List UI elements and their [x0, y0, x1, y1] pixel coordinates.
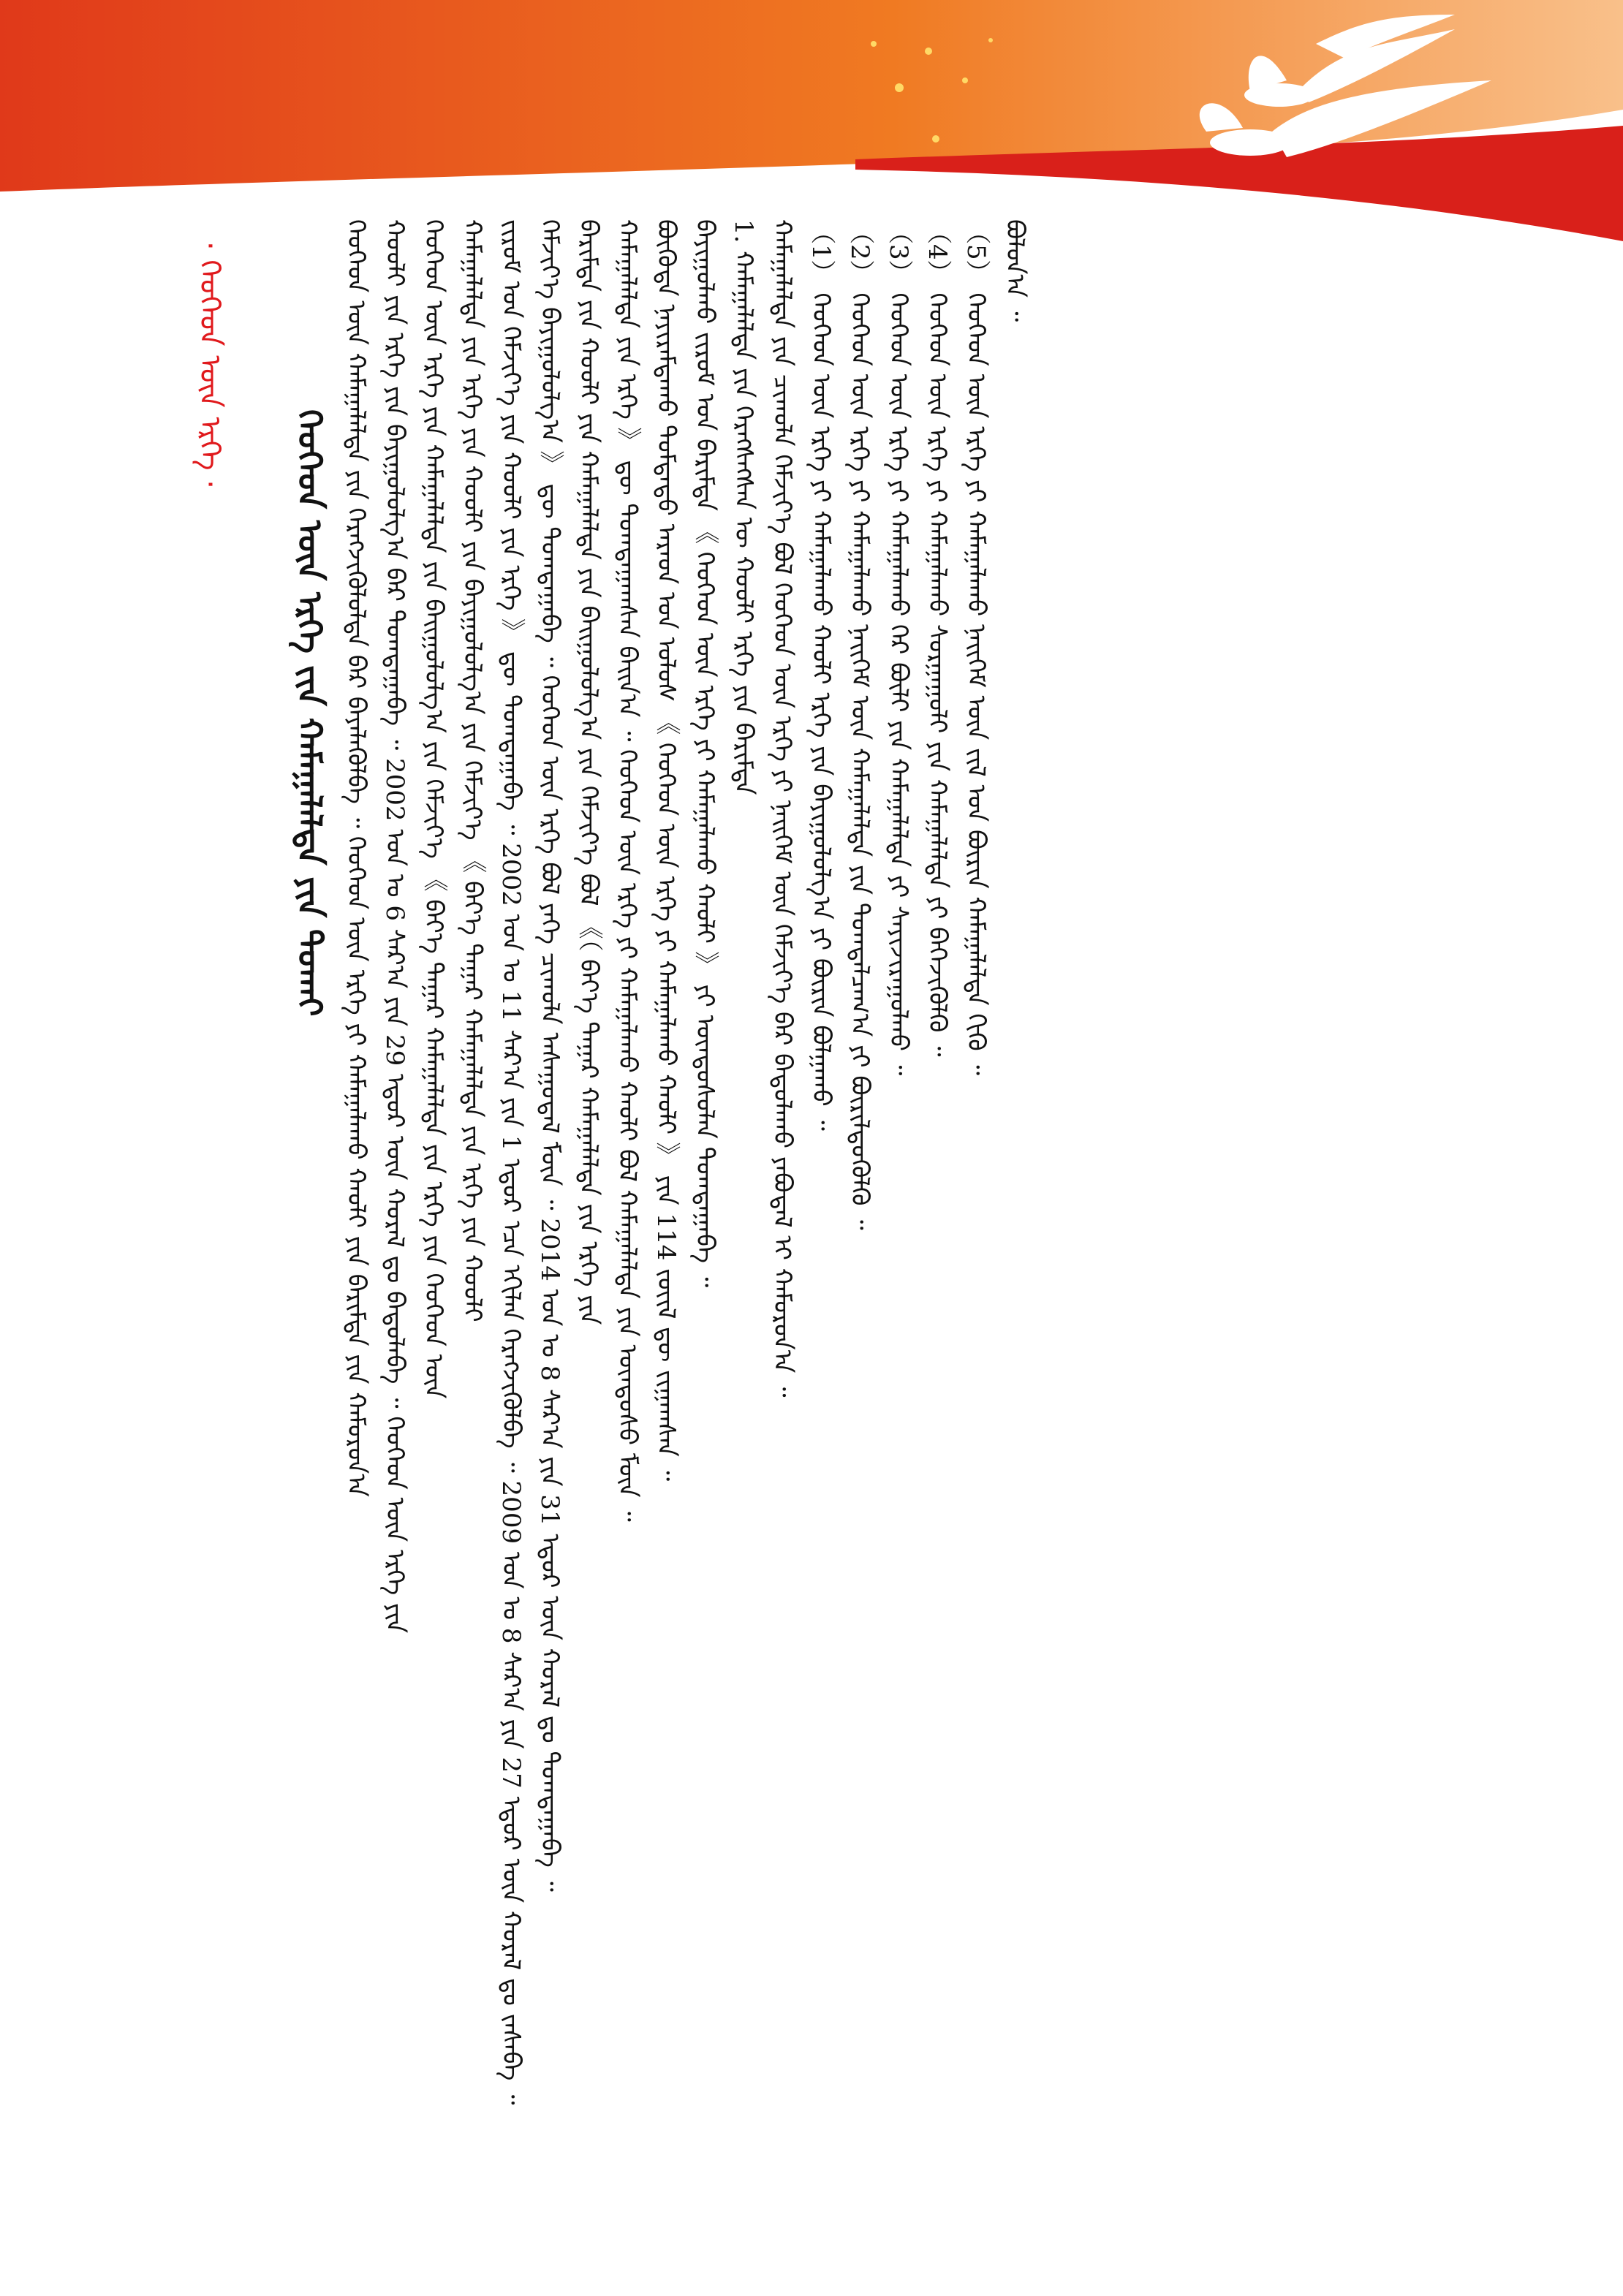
text-column: ᠬᠡᠦᠬᠡᠳ ᠦᠨ ᠬᠠᠮᠠᠭᠠᠯᠠᠯᠲᠠ ᠶᠢᠨ ᠬᠡᠷᠡᠭᠵᠢᠭᠦᠯᠦᠯᠲᠡ ᠪᠠᠷ ᠪᠡᠶᠡᠯᠡᠭᠦᠯᠪᠡ ᠃ ᠬᠡᠦᠬᠡᠳ ᠦᠨ ᠡᠷᠬᠡ ᠶᠢ ᠬᠠᠮᠠᠭᠠᠯᠠᠬᠤ ᠬᠠᠤᠯᠢ ᠶᠢᠨ ᠪᠠᠷᠢᠮᠲᠠ ᠶᠢᠨ ᠬᠠᠮᠤᠷᠤᠨ᠎ᠠ — [341, 219, 371, 1497]
text-column: ᠬᠤᠤᠯᠢ ᠶᠢᠨ ᠡᠷᠬᠡ ᠶᠢᠨ ᠪᠠᠶᠢᠭᠤᠯᠤᠯᠭ᠎ᠠ ᠪᠠᠷ ᠲᠣᠭᠲᠠᠭᠠᠪᠠ ᠃ 2002 ᠣᠨ ᠤ 6 ᠰᠠᠷ᠎ᠠ ᠶᠢᠨ 29 ᠡᠳᠦᠷ ᠦᠨ ᠬᠤᠷᠠᠯ ᠳᠤ ᠪᠠᠲᠤᠯᠠᠪᠠ ᠃ ᠬᠡᠦᠬᠡᠳ ᠦᠨ ᠡᠷᠬᠡ ᠶᠢᠨ — [380, 219, 409, 1634]
list-item: （3） ᠬᠡᠦᠬᠡᠳ ᠦᠨ ᠡᠷᠬᠡ ᠶᠢ ᠬᠠᠮᠠᠭᠠᠯᠠᠬᠤ ᠭᠡᠷ ᠪᠦᠯᠢ ᠶᠢᠨ ᠬᠠᠮᠠᠭᠠᠯᠠᠯᠲᠠ ᠶᠢ ᠰᠠᠶᠢᠵᠢᠷᠠᠭᠤᠯᠬᠤ ᠃ — [884, 219, 913, 1076]
text-column: ᠵᠢᠷᠤᠮ ᠤᠨ ᠬᠡᠮᠵᠢᠶ᠎ᠡ ᠶᠢᠨ ᠬᠤᠤᠯᠢ ᠶᠢᠨ ᠡᠷᠬᠡ 》 ᠳᠦ ᠲᠣᠭᠲᠠᠭᠠᠪᠠ ᠃ 2002 ᠣᠨ ᠤ 11 ᠰᠠᠷ᠎ᠠ ᠶᠢᠨ 1 ᠡᠳᠦᠷ ᠡᠴᠡ ᠡᠬᠢᠯᠡᠨ ᠬᠡᠷᠡᠭᠵᠢᠭᠦᠯᠪᠡ ᠃ 2009 ᠣᠨ ᠤ 8 ᠰᠠᠷ᠎ᠠ ᠶᠢᠨ 27 ᠡᠳᠦᠷ ᠦᠨ ᠬᠤᠷᠠᠯ ᠳᠤ ᠵᠠᠰᠠᠪᠠ ᠃ — [496, 219, 526, 2105]
text-column: ᠪᠠᠶᠢᠭᠤᠯᠬᠤ ᠵᠢᠷᠤᠮ ᠤᠨ ᠪᠠᠷᠢᠮᠲᠠ 《 ᠬᠡᠦᠬᠡᠳ ᠦᠨ ᠡᠷᠬᠡ ᠶᠢ ᠬᠠᠮᠠᠭᠠᠯᠠᠬᠤ ᠬᠠᠤᠯᠢ 》 ᠶᠢ ᠦᠨᠳᠦᠰᠦᠯᠡᠨ ᠲᠣᠭᠲᠠᠭᠠᠪᠠ ᠃ — [690, 219, 719, 1288]
text-column: ᠬᠠᠮᠠᠭᠠᠯᠠᠯᠲᠠ ᠶᠢᠨ ᠴᠢᠬᠤᠯᠠ ᠬᠡᠮᠵᠢᠶ᠎ᠡ ᠪᠣᠯ ᠬᠡᠦᠬᠡᠳ ᠦᠨ ᠡᠷᠬᠡ ᠶᠢ ᠨᠡᠢᠭᠡᠮ ᠦᠨ ᠬᠡᠮᠵᠢᠶ᠎ᠡ ᠪᠡᠷ ᠪᠠᠲᠤᠯᠠᠬᠤ ᠶᠠᠪᠤᠳᠠᠯ ᠢ ᠬᠠᠮᠤᠷᠤᠨ᠎ᠠ ᠃ — [768, 219, 797, 1398]
list-item: （2） ᠬᠡᠦᠬᠡᠳ ᠦᠨ ᠡᠷᠬᠡ ᠶᠢ ᠬᠠᠮᠠᠭᠠᠯᠠᠬᠤ ᠨᠡᠢᠭᠡᠮ ᠦᠨ ᠬᠠᠮᠠᠭᠠᠯᠠᠯᠲᠠ ᠶᠢᠨ ᠲᠣᠭᠲᠠᠯᠴᠠᠭ᠎ᠠ ᠶᠢ ᠪᠦᠷᠢᠯᠳᠦᠭᠦᠯᠬᠦ ᠃ — [845, 219, 874, 1230]
text-column: ᠬᠡᠦᠬᠡᠳ ᠦᠨ ᠡᠷᠬᠡ ᠶᠢᠨ ᠬᠠᠮᠠᠭᠠᠯᠠᠯᠲᠠ ᠶᠢᠨ ᠪᠠᠢᠭᠤᠯᠤᠯᠭ᠎ᠠ ᠶᠢᠨ ᠬᠡᠮᠵᠢᠶ᠎ᠡ 《 ᠪᠡᠶ᠎ᠡ ᠳᠠᠭᠠᠷ ᠬᠠᠮᠠᠭᠠᠯᠠᠯᠲᠠ ᠶᠢᠨ ᠡᠷᠬᠡ ᠶᠢᠨ ᠬᠡᠦᠬᠡᠳ ᠦᠨ — [419, 219, 448, 1399]
section-heading: ᠬᠡᠦᠬᠡᠳ ᠦᠨ ᠡᠷᠬᠡ ᠵᠢᠨ ᠬᠠᠮᠠᠭᠠᠯᠠᠯᠲᠠ ᠶᠢᠨ ᠲᠤᠬᠠᠢ — [290, 409, 330, 1017]
list-item: （4） ᠬᠡᠦᠬᠡᠳ ᠦᠨ ᠡᠷᠬᠡ ᠶᠢ ᠬᠠᠮᠠᠭᠠᠯᠠᠬᠤ ᠰᠤᠷᠭᠠᠭᠤᠯᠢ ᠶᠢᠨ ᠬᠠᠮᠠᠭᠠᠯᠠᠯᠲᠠ ᠶᠢ ᠪᠡᠬᠡᠵᠢᠭᠦᠯᠬᠦ ᠃ — [923, 219, 952, 1057]
text-column: ᠬᠡᠮᠵᠢᠶ᠎ᠡ ᠪᠠᠶᠢᠭᠤᠯᠤᠯᠭ᠎ᠠ 》 ᠳᠦ ᠲᠣᠭᠲᠠᠭᠠᠪᠠ ᠃ ᠬᠡᠦᠬᠡᠳ ᠦᠨ ᠡᠷᠬᠡ ᠪᠣᠯ ᠶᠡᠬᠡ ᠴᠢᠬᠤᠯᠠ ᠠᠰᠠᠭᠤᠳᠠᠯ ᠮᠥᠨ ᠃ 2014 ᠣᠨ ᠤ 8 ᠰᠠᠷ᠎ᠠ ᠶᠢᠨ 31 ᠡᠳᠦᠷ ᠦᠨ ᠬᠤᠷᠠᠯ ᠳᠤ ᠲᠣᠭᠲᠠᠭᠠᠪᠠ ᠃ — [535, 219, 564, 1892]
text-column: ᠪᠠᠷᠢᠮᠲᠠ ᠶᠢᠨ ᠬᠤᠤᠯᠢ ᠶᠢᠨ ᠬᠠᠮᠠᠭᠠᠯᠠᠯᠲᠠ ᠶᠢᠨ ᠪᠠᠢᠭᠤᠯᠤᠯᠭ᠎ᠠ ᠶᠢᠨ ᠬᠡᠮᠵᠢᠶ᠎ᠡ ᠪᠣᠯ 《（ ᠪᠡᠶ᠎ᠡ ᠳᠠᠭᠠᠷ ᠬᠠᠮᠠᠭᠠᠯᠠᠯᠲᠠ ᠶᠢᠨ ᠡᠷᠬᠡ ᠶᠢᠨ — [574, 219, 603, 1325]
text-column: 1. ᠬᠠᠮᠠᠭᠠᠯᠠᠯᠲᠠ ᠶᠢᠨ ᠬᠡᠷᠡᠭᠰᠡᠭᠰᠡᠨ ᠦ ᠬᠤᠤᠯᠢ ᠡᠷᠬᠡ ᠶᠢᠨ ᠪᠠᠷᠢᠮᠲᠠ — [729, 219, 758, 795]
list-item: （5） ᠬᠡᠦᠬᠡᠳ ᠦᠨ ᠡᠷᠬᠡ ᠶᠢ ᠬᠠᠮᠠᠭᠠᠯᠠᠬᠤ ᠨᠡᠢᠭᠡᠮ ᠦᠨ ᠵᠢᠯ ᠤᠨ ᠪᠦᠷᠢᠨ ᠬᠠᠮᠠᠭᠠᠯᠠᠯᠲᠠ ᠬᠢᠬᠦ ᠃ — [961, 219, 991, 1075]
text-column: ᠪᠣᠯᠤᠨ᠎ᠠ ᠃ — [1000, 219, 1029, 322]
text-column: ᠬᠠᠮᠠᠭᠠᠯᠠᠯᠲᠠ ᠶᠢᠨ ᠡᠷᠬᠡ 》 ᠳᠦ ᠲᠣᠭᠲᠠᠭᠠᠭᠰᠠᠨ ᠪᠠᠢᠨ᠎ᠠ ᠃ ᠬᠡᠦᠬᠡᠳ ᠦᠨ ᠡᠷᠬᠡ ᠶᠢ ᠬᠠᠮᠠᠭᠠᠯᠠᠬᠤ ᠬᠠᠤᠯᠢ ᠪᠣᠯ ᠬᠠᠮᠠᠭᠠᠯᠠᠯᠲᠠ ᠶᠢᠨ ᠦᠨᠳᠦᠰᠦ ᠮᠥᠨ ᠃ — [613, 219, 642, 1522]
text-column: ᠪᠦᠭᠦᠳᠡ ᠨᠠᠶᠢᠷᠠᠮᠳᠠᠬᠤ ᠳᠤᠮᠳᠠᠳᠤ ᠠᠷᠠᠳ ᠤᠨ ᠤᠯᠤᠰ 《 ᠬᠡᠦᠬᠡᠳ ᠦᠨ ᠡᠷᠬᠡ ᠶᠢ ᠬᠠᠮᠠᠭᠠᠯᠠᠬᠤ ᠬᠠᠤᠯᠢ 》 ᠶᠢᠨ 114 ᠵᠦᠢᠯ ᠳᠦ ᠵᠢᠭᠠᠭᠰᠠᠨ ᠃ — [651, 219, 681, 1482]
list-item: （1） ᠬᠡᠦᠬᠡᠳ ᠦᠨ ᠡᠷᠬᠡ ᠶᠢ ᠬᠠᠮᠠᠭᠠᠯᠠᠬᠤ ᠬᠠᠤᠯᠢ ᠡᠷᠬᠡ ᠶᠢᠨ ᠪᠠᠶᠢᠭᠤᠯᠤᠯᠭ᠎ᠠ ᠶᠢ ᠪᠦᠷᠢᠨ ᠪᠣᠯᠭᠠᠬᠤ ᠃ — [806, 219, 836, 1131]
text-column: ᠬᠠᠮᠠᠭᠠᠯᠠᠯᠲᠠ ᠶᠢᠨ ᠡᠷᠬᠡ ᠶᠢᠨ ᠬᠤᠤᠯᠢ ᠶᠢᠨ ᠪᠠᠶᠢᠭᠤᠯᠤᠯᠭ᠎ᠠ ᠶᠢᠨ ᠬᠡᠮᠵᠢᠶ᠎ᠡ 《 ᠪᠡᠶ᠎ᠡ ᠳᠠᠭᠠᠷ ᠬᠠᠮᠠᠭᠠᠯᠠᠯᠲᠠ ᠶᠢᠨ ᠡᠷᠬᠡ ᠶᠢᠨ ᠬᠤᠤᠯᠢ — [458, 219, 487, 1322]
section-subheading: · ᠬᠡᠦᠬᠡᠳ ᠦᠨ ᠡᠷᠬᠡ · — [193, 241, 227, 489]
